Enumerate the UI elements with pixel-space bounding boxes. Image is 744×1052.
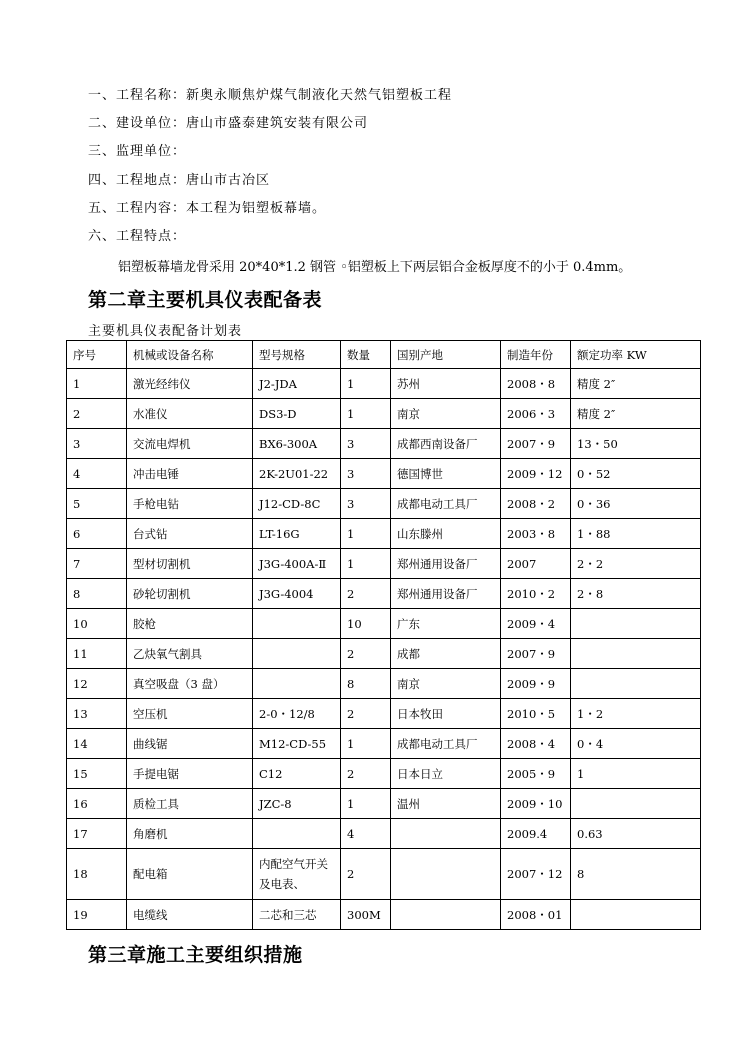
table-cell: 10 [67,609,127,639]
table-cell: 成都电动工具厂 [391,729,501,759]
table-row [67,639,701,669]
table-row [67,699,701,729]
table-cell: 4 [341,819,391,849]
table-cell: 曲线锯 [127,729,253,759]
table-cell: C12 [253,759,341,789]
table-cell: M12-CD-55 [253,729,341,759]
table-cell [571,609,701,639]
table-cell: 4 [67,459,127,489]
table-cell: 手提电锯 [127,759,253,789]
table-cell: 0・4 [571,729,701,759]
table-cell: 16 [67,789,127,819]
table-cell: 2007・9 [501,429,571,459]
table-cell: J3G-400A-Ⅱ [253,549,341,579]
table-cell: 2003・8 [501,519,571,549]
table-cell: 成都西南设备厂 [391,429,501,459]
header-cell: 制造年份 [501,341,571,369]
table-cell: 1・88 [571,519,701,549]
table-cell: 苏州 [391,369,501,399]
table-cell: 2006・3 [501,399,571,429]
table-cell: 2 [341,579,391,609]
table-cell: 2009・12 [501,459,571,489]
table-cell: 1 [341,729,391,759]
table-cell [571,900,701,930]
table-cell: 日本日立 [391,759,501,789]
table-cell: 2 [341,759,391,789]
table-cell [253,819,341,849]
header-cell: 机械或设备名称 [127,341,253,369]
chapter-3-title: 第三章施工主要组织措施 [88,944,303,966]
table-cell: 11 [67,639,127,669]
table-cell: 2009・9 [501,669,571,699]
table-cell: 15 [67,759,127,789]
header-cell: 型号规格 [253,341,341,369]
table-cell: 内配空气开关及电表、 [253,849,341,900]
table-cell: 2 [341,699,391,729]
table-cell: 南京 [391,399,501,429]
table-cell: 17 [67,819,127,849]
table-cell: 1・2 [571,699,701,729]
equipment-table [66,340,701,930]
table-cell: 精度 2″ [571,369,701,399]
table-cell: 台式钻 [127,519,253,549]
table-cell: 19 [67,900,127,930]
table-cell: 2007・9 [501,639,571,669]
header-cell: 国别产地 [391,341,501,369]
info-line-features: 六、工程特点： [88,229,187,244]
table-cell [571,669,701,699]
table-cell [391,900,501,930]
header-cell: 数量 [341,341,391,369]
table-cell: 2 [341,849,391,900]
table-row [67,669,701,699]
info-line-location: 四、工程地点：唐山市古冶区 [88,173,271,188]
table-row [67,729,701,759]
table-cell: 1 [341,549,391,579]
table-caption: 主要机具仪表配备计划表 [88,324,243,339]
table-row [67,369,701,399]
table-cell: DS3-D [253,399,341,429]
table-row [67,459,701,489]
table-cell: 1 [341,369,391,399]
table-cell: 300M [341,900,391,930]
table-cell: 8 [67,579,127,609]
table-cell: 2010・2 [501,579,571,609]
table-cell: 郑州通用设备厂 [391,579,501,609]
table-cell [253,639,341,669]
table-cell: 13 [67,699,127,729]
table-cell: 成都电动工具厂 [391,489,501,519]
table-row [67,549,701,579]
table-cell: 8 [571,849,701,900]
table-cell: J12-CD-8C [253,489,341,519]
table-cell: LT-16G [253,519,341,549]
table-cell [391,819,501,849]
table-cell: 日本牧田 [391,699,501,729]
table-cell: 3 [341,489,391,519]
table-row [67,429,701,459]
header-cell: 额定功率 KW [571,341,701,369]
table-cell: 德国博世 [391,459,501,489]
table-row [67,789,701,819]
table-cell: 3 [341,459,391,489]
table-cell: 2010・5 [501,699,571,729]
table-cell [253,609,341,639]
chapter-2-title: 第二章主要机具仪表配备表 [88,289,323,311]
table-cell: 3 [341,429,391,459]
table-cell: 角磨机 [127,819,253,849]
info-line-content: 五、工程内容：本工程为铝塑板幕墙。 [88,201,327,216]
table-cell: 配电箱 [127,849,253,900]
table-cell: 成都 [391,639,501,669]
table-cell: 温州 [391,789,501,819]
table-cell: 电缆线 [127,900,253,930]
table-cell: 冲击电锤 [127,459,253,489]
table-cell: 水准仪 [127,399,253,429]
table-cell: 山东滕州 [391,519,501,549]
table-row [67,900,701,930]
table-cell: 2K-2U01-22 [253,459,341,489]
table-row [67,759,701,789]
table-cell: 2007・12 [501,849,571,900]
table-cell: 乙炔氧气割具 [127,639,253,669]
table-cell: 2 [67,399,127,429]
table-cell: 激光经纬仪 [127,369,253,399]
table-cell: 1 [571,759,701,789]
table-row [67,399,701,429]
feature-note: 铝塑板幕墙龙骨采用 20*40*1.2 钢管 ◦铝塑板上下两层铝合金板厚度不的小于 0.4mm。 [118,260,632,275]
table-cell [391,849,501,900]
table-cell: 2・2 [571,549,701,579]
table-cell: 1 [341,519,391,549]
table-row [67,849,701,900]
info-line-project-name: 一、工程名称：新奥永顺焦炉煤气制液化天然气铝塑板工程 [88,88,453,103]
table-cell: BX6-300A [253,429,341,459]
table-cell: J2-JDA [253,369,341,399]
table-cell: 手枪电钻 [127,489,253,519]
table-cell: 交流电焊机 [127,429,253,459]
table-cell: 砂轮切割机 [127,579,253,609]
table-cell: 2008・2 [501,489,571,519]
table-cell: 真空吸盘（3 盘） [127,669,253,699]
table-cell: 12 [67,669,127,699]
table-cell: 5 [67,489,127,519]
table-cell: 3 [67,429,127,459]
table-cell: 6 [67,519,127,549]
table-cell [571,789,701,819]
header-cell: 序号 [67,341,127,369]
table-cell: 2005・9 [501,759,571,789]
table-cell: 胶枪 [127,609,253,639]
table-cell [571,639,701,669]
table-cell: 2008・4 [501,729,571,759]
info-line-owner: 二、建设单位：唐山市盛泰建筑安装有限公司 [88,116,369,131]
table-cell [253,669,341,699]
table-row [67,579,701,609]
table-row [67,819,701,849]
table-cell: JZC-8 [253,789,341,819]
table-cell: 8 [341,669,391,699]
table-cell: 2-0・12/8 [253,699,341,729]
table-cell: 1 [341,399,391,429]
table-cell: 0・52 [571,459,701,489]
table-cell: 空压机 [127,699,253,729]
table-cell: 1 [67,369,127,399]
table-cell: 2 [341,639,391,669]
table-cell: 精度 2″ [571,399,701,429]
table-cell: 0・36 [571,489,701,519]
table-cell: 2009・4 [501,609,571,639]
table-cell: J3G-4004 [253,579,341,609]
table-cell: 2008・8 [501,369,571,399]
table-cell: 2007 [501,549,571,579]
table-cell: 郑州通用设备厂 [391,549,501,579]
table-cell: 质检工具 [127,789,253,819]
table-cell: 广东 [391,609,501,639]
table-row [67,519,701,549]
table-cell: 1 [341,789,391,819]
table-cell: 2009・10 [501,789,571,819]
table-cell: 2008・01 [501,900,571,930]
table-cell: 18 [67,849,127,900]
table-cell: 2・8 [571,579,701,609]
table-cell: 2009.4 [501,819,571,849]
table-row [67,489,701,519]
table-cell: 型材切割机 [127,549,253,579]
table-cell: 14 [67,729,127,759]
info-line-supervisor: 三、监理单位： [88,144,187,159]
table-row [67,609,701,639]
table-cell: 13・50 [571,429,701,459]
table-header-row [67,341,701,369]
table-cell: 二芯和三芯 [253,900,341,930]
table-cell: 0.63 [571,819,701,849]
table-cell: 7 [67,549,127,579]
table-cell: 10 [341,609,391,639]
table-cell: 南京 [391,669,501,699]
